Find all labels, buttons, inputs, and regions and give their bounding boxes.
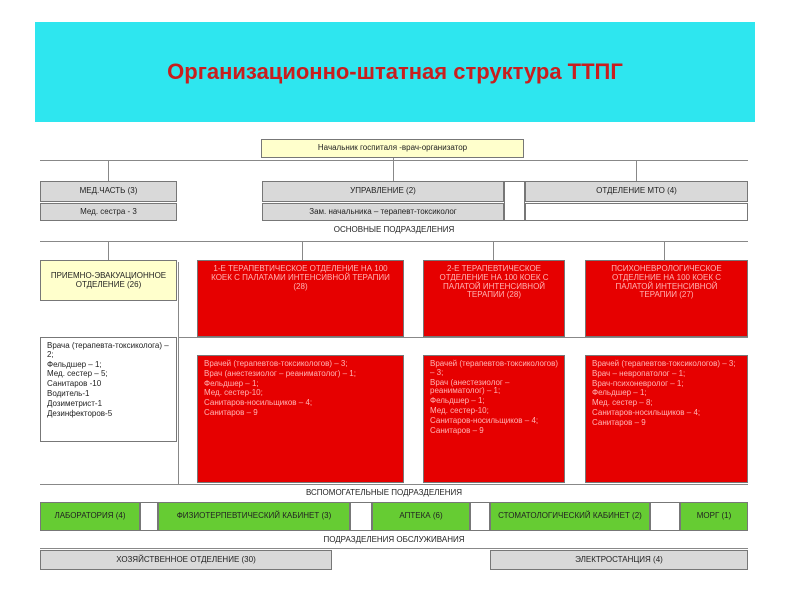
spacer-box bbox=[650, 502, 680, 531]
list-item: Врачей (терапевтов-токсикологов) – 3; bbox=[204, 359, 348, 368]
spacer-box bbox=[350, 502, 372, 531]
morgue-box: МОРГ (1) bbox=[680, 502, 748, 531]
list-item: Мед. сестер – 8; bbox=[592, 398, 653, 408]
chief-box: Начальник госпиталя -врач-организатор bbox=[261, 139, 524, 158]
connector-line bbox=[393, 158, 394, 181]
list-item: Врача (терапевта-токсиколога) – 2; bbox=[47, 341, 169, 359]
list-item: Санитаров – 9 bbox=[204, 407, 258, 417]
dept3-box: ПСИХОНЕВРОЛОГИЧЕСКОЕ ОТДЕЛЕНИЕ НА 100 КОЕК С ПАЛАТОЙ ИНТЕНСИВНОЙ ТЕРАПИИ (27) bbox=[585, 260, 748, 337]
list-item: Врач-психоневролог – 1; bbox=[592, 378, 684, 388]
dept2-box: 2-Е ТЕРАПЕВТИЧЕСКОЕ ОТДЕЛЕНИЕ НА 100 КОЕК С ПАЛАТОЙ ИНТЕНСИВНОЙ ТЕРАПИИ (28) bbox=[423, 260, 565, 337]
list-item: Дезинфекторов-5 bbox=[47, 408, 113, 418]
deputy-box: Зам. начальника – терапевт-токсиколог bbox=[262, 203, 504, 221]
dental-box: СТОМАТОЛОГИЧЕСКИЙ КАБИНЕТ (2) bbox=[490, 502, 650, 531]
mto-box: ОТДЕЛЕНИЕ МТО (4) bbox=[525, 181, 748, 202]
list-item: Санитаров – 9 bbox=[592, 417, 646, 427]
dept1-staff-list bbox=[197, 355, 404, 483]
list-item: Врач (анестезиолог – реаниматолог) – 1; bbox=[430, 377, 510, 396]
title-banner bbox=[35, 22, 755, 122]
pharmacy-box: АПТЕКА (6) bbox=[372, 502, 470, 531]
connector-line bbox=[664, 241, 665, 260]
dept2-staff-list bbox=[423, 355, 565, 483]
list-item: Санитаров-носильщиков – 4; bbox=[430, 415, 539, 425]
list-item: Фельдшер – 1; bbox=[592, 388, 647, 398]
list-item: Санитаров-носильщиков – 4; bbox=[204, 398, 313, 408]
reception-box: ПРИЕМНО-ЭВАКУАЦИОННОЕ ОТДЕЛЕНИЕ (26) bbox=[40, 260, 177, 301]
list-item: Мед. сестер – 5; bbox=[47, 369, 108, 379]
connector-line bbox=[40, 160, 748, 161]
connector-line bbox=[636, 160, 637, 181]
med-part-box: МЕД.ЧАСТЬ (3) bbox=[40, 181, 177, 202]
connector-line bbox=[178, 262, 179, 484]
list-item: Врачей (терапевтов-токсикологов) – 3; bbox=[592, 359, 736, 368]
list-item: Дозиметрист-1 bbox=[47, 398, 103, 408]
connector-line bbox=[40, 241, 748, 242]
list-item: Врач – невропатолог – 1; bbox=[592, 368, 686, 378]
connector-line bbox=[108, 241, 109, 260]
main-units-label: ОСНОВНЫЕ ПОДРАЗДЕЛЕНИЯ bbox=[290, 225, 498, 234]
connector-line bbox=[493, 241, 494, 260]
dept1-box: 1-Е ТЕРАПЕВТИЧЕСКОЕ ОТДЕЛЕНИЕ НА 100 КОЕК С ПАЛАТАМИ ИНТЕНСИВНОЙ ТЕРАПИИ (28) bbox=[197, 260, 404, 337]
list-item: Фельдшер – 1; bbox=[47, 359, 102, 369]
list-item: Санитаров-носильщиков – 4; bbox=[592, 407, 701, 417]
service-units-label: ПОДРАЗДЕЛЕНИЯ ОБСЛУЖИВАНИЯ bbox=[290, 535, 498, 544]
list-item: Фельдшер – 1; bbox=[204, 378, 259, 388]
list-item: Фельдшер – 1; bbox=[430, 396, 485, 406]
spacer-box bbox=[504, 181, 525, 221]
connector-line bbox=[40, 548, 748, 549]
list-item: Врач (анестезиолог – реаниматолог) – 1; bbox=[204, 368, 356, 378]
power-box: ЭЛЕКТРОСТАНЦИЯ (4) bbox=[490, 550, 748, 570]
household-box: ХОЗЯЙСТВЕННОЕ ОТДЕЛЕНИЕ (30) bbox=[40, 550, 332, 570]
management-box: УПРАВЛЕНИЕ (2) bbox=[262, 181, 504, 202]
connector-line bbox=[302, 241, 303, 260]
list-item: Врачей (терапевтов-токсикологов) – 3; bbox=[430, 359, 559, 377]
connector-line bbox=[178, 337, 748, 338]
aux-units-label: ВСПОМОГАТЕЛЬНЫЕ ПОДРАЗДЕЛЕНИЯ bbox=[270, 488, 498, 497]
spacer-box bbox=[470, 502, 490, 531]
physio-box: ФИЗИОТЕРПЕВТИЧЕСКИЙ КАБИНЕТ (3) bbox=[158, 502, 350, 531]
lab-box: ЛАБОРАТОРИЯ (4) bbox=[40, 502, 140, 531]
page-title: Организационно-штатная структура ТТПГ bbox=[167, 59, 623, 84]
reception-staff-list bbox=[40, 337, 177, 442]
mto-sub-box bbox=[525, 203, 748, 221]
list-item: Санитаров -10 bbox=[47, 379, 102, 389]
med-sister-box: Мед. сестра - 3 bbox=[40, 203, 177, 221]
list-item: Санитаров – 9 bbox=[430, 425, 484, 435]
list-item: Мед. сестер-10; bbox=[430, 405, 489, 415]
connector-line bbox=[40, 484, 748, 485]
list-item: Мед. сестер-10; bbox=[204, 388, 263, 398]
connector-line bbox=[108, 160, 109, 181]
spacer-box bbox=[140, 502, 158, 531]
list-item: Водитель-1 bbox=[47, 388, 90, 398]
dept3-staff-list bbox=[585, 355, 748, 483]
